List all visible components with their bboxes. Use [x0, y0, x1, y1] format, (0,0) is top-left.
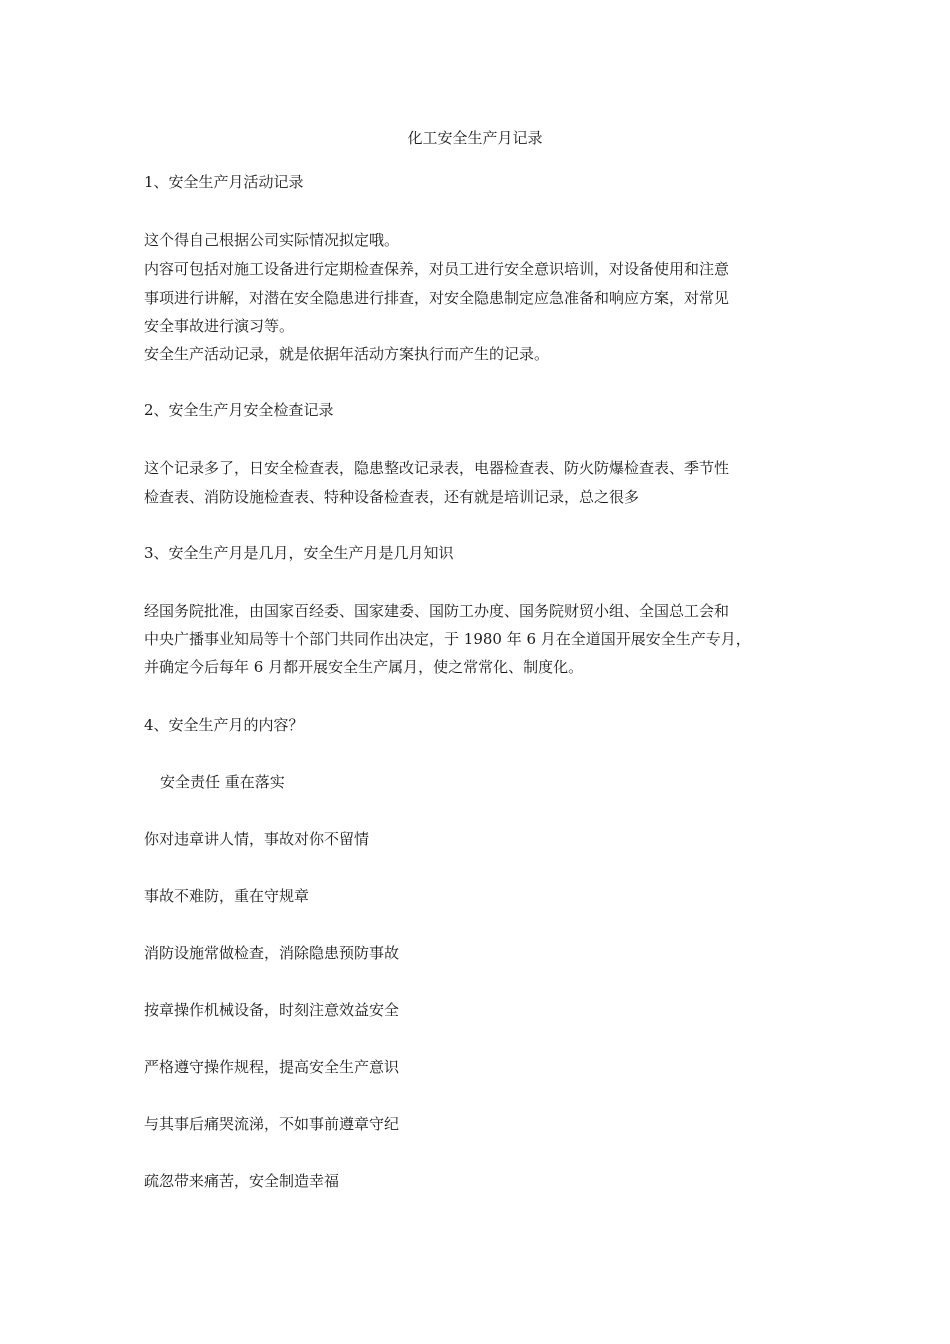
section-1-line-5: 安全生产活动记录，就是依据年活动方案执行而产生的记录。	[144, 345, 550, 363]
slogan-3: 事故不难防，重在守规章	[144, 887, 310, 905]
section-1-line-3: 事项进行讲解，对潜在安全隐患进行排查，对安全隐患制定应急准备和响应方案，对常见	[144, 289, 730, 307]
section-3-line-3: 并确定今后每年 6 月都开展安全生产属月，使之常常化、制度化。	[144, 658, 584, 676]
section-2-line-1: 这个记录多了，日安全检查表，隐患整改记录表，电器检查表、防火防爆检查表、季节性	[144, 459, 730, 477]
section-3-line-1: 经国务院批准，由国家百经委、国家建委、国防工办度、国务院财贸小组、全国总工会和	[144, 602, 730, 620]
section-3-line-2: 中央广播事业知局等十个部门共同作出决定，于 1980 年 6 月在全道国开展安全生产专月，	[144, 630, 751, 648]
slogan-4: 消防设施常做检查，消除隐患预防事故	[144, 944, 400, 962]
slogan-1: 安全责任 重在落实	[160, 773, 285, 791]
document-title: 化工安全生产月记录	[407, 129, 543, 147]
slogan-6: 严格遵守操作规程，提高安全生产意识	[144, 1058, 400, 1076]
section-2-heading: 2、安全生产月安全检查记录	[144, 401, 334, 419]
slogan-2: 你对违章讲人情，事故对你不留情	[144, 830, 370, 848]
section-2-line-2: 检查表、消防设施检查表、特种设备检查表，还有就是培训记录，总之很多	[144, 488, 640, 506]
slogan-8: 疏忽带来痛苦，安全制造幸福	[144, 1172, 340, 1190]
section-1-heading: 1、安全生产月活动记录	[144, 173, 304, 191]
section-4-heading: 4、安全生产月的内容？	[144, 716, 304, 734]
section-1-line-2: 内容可包括对施工设备进行定期检查保养，对员工进行安全意识培训，对设备使用和注意	[144, 260, 730, 278]
section-1-line-1: 这个得自己根据公司实际情况拟定哦。	[144, 231, 400, 249]
section-1-line-4: 安全事故进行演习等。	[144, 317, 295, 335]
slogan-7: 与其事后痛哭流涕，不如事前遵章守纪	[144, 1115, 400, 1133]
section-3-heading: 3、安全生产月是几月，安全生产月是几月知识	[144, 544, 454, 562]
slogan-5: 按章操作机械设备，时刻注意效益安全	[144, 1001, 400, 1019]
